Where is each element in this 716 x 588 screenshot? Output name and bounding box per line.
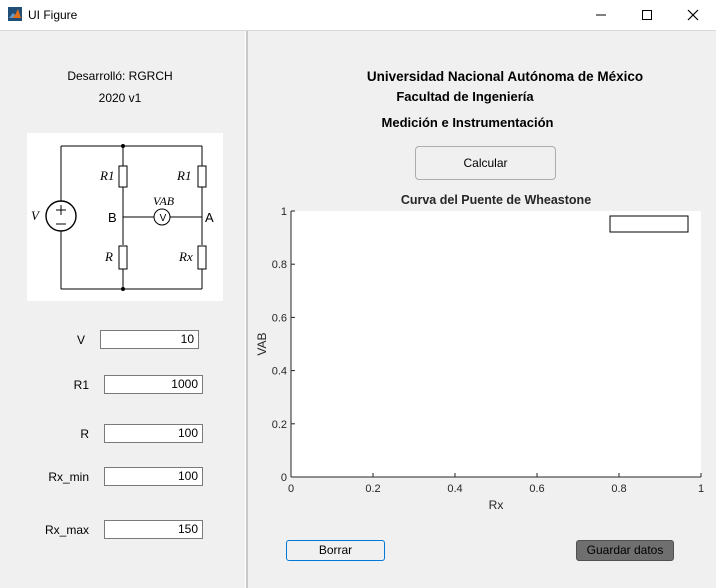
left-panel — [0, 31, 245, 588]
developer-label: Desarrolló: RGRCH — [67, 69, 173, 83]
legend-box — [610, 216, 688, 232]
faculty-title: Facultad de Ingeniería — [396, 89, 534, 104]
voltmeter-symbol: V — [159, 213, 167, 224]
v-label: V — [76, 333, 85, 347]
wheatstone-circuit-diagram — [27, 133, 223, 301]
version-label: 2020 v1 — [98, 91, 142, 105]
chart-title: Curva del Puente de Wheastone — [400, 193, 592, 207]
minimize-icon — [595, 9, 607, 21]
close-button[interactable] — [670, 0, 716, 30]
r1-label: R1 — [73, 378, 89, 392]
rx-min-input[interactable]: 100 — [104, 467, 203, 486]
rx-max-input[interactable]: 150 — [104, 520, 203, 539]
y-tick-label: 0.6 — [271, 312, 287, 325]
circuit-svg — [27, 133, 223, 301]
close-icon — [687, 9, 699, 21]
node-b-label: B — [108, 210, 117, 225]
window-title: UI Figure — [28, 8, 78, 22]
v-input[interactable]: 10 — [100, 330, 199, 349]
r1-right-label: R1 — [177, 168, 192, 183]
x-tick-label: 0.4 — [447, 483, 463, 495]
plot-area — [291, 211, 701, 477]
guardar-datos-button[interactable]: Guardar datos — [576, 540, 674, 561]
borrar-button[interactable]: Borrar — [286, 540, 385, 561]
panel-divider — [245, 31, 248, 588]
y-tick-label: 0.8 — [271, 259, 287, 272]
y-axis-label: VAB — [255, 332, 269, 356]
wheatstone-curve-chart[interactable] — [250, 188, 710, 518]
rx-max-label: Rx_max — [44, 523, 89, 537]
source-label: V — [31, 208, 39, 223]
rx-min-label: Rx_min — [48, 470, 89, 484]
y-tick-label: 1 — [280, 206, 287, 218]
r-label: R — [105, 249, 113, 264]
r-input[interactable]: 100 — [104, 424, 203, 443]
rx-label: Rx — [179, 249, 193, 264]
r-label-field: R — [80, 427, 89, 441]
x-tick-label: 0.6 — [529, 483, 545, 495]
title-bar — [0, 0, 716, 30]
y-tick-label: 0 — [280, 472, 287, 484]
r1-input[interactable]: 1000 — [104, 375, 203, 394]
university-title: Universidad Nacional Autónoma de México — [366, 69, 644, 84]
maximize-icon — [641, 9, 653, 21]
x-tick-label: 1 — [697, 483, 705, 495]
x-tick-label: 0.8 — [611, 483, 627, 495]
y-tick-label: 0.4 — [271, 365, 287, 378]
maximize-button[interactable] — [624, 0, 670, 30]
subject-title: Medición e Instrumentación — [381, 115, 554, 130]
x-tick-label: 0.2 — [365, 483, 381, 495]
node-a-label: A — [205, 210, 214, 225]
calcular-button[interactable]: Calcular — [415, 146, 556, 180]
minimize-button[interactable] — [578, 0, 624, 30]
y-tick-label: 0.2 — [271, 418, 287, 431]
vab-label: VAB — [153, 194, 175, 208]
x-axis-label: Rx — [488, 498, 504, 512]
x-tick-label: 0 — [287, 483, 295, 495]
matlab-app-icon — [8, 7, 22, 21]
r1-left-label: R1 — [100, 168, 115, 183]
